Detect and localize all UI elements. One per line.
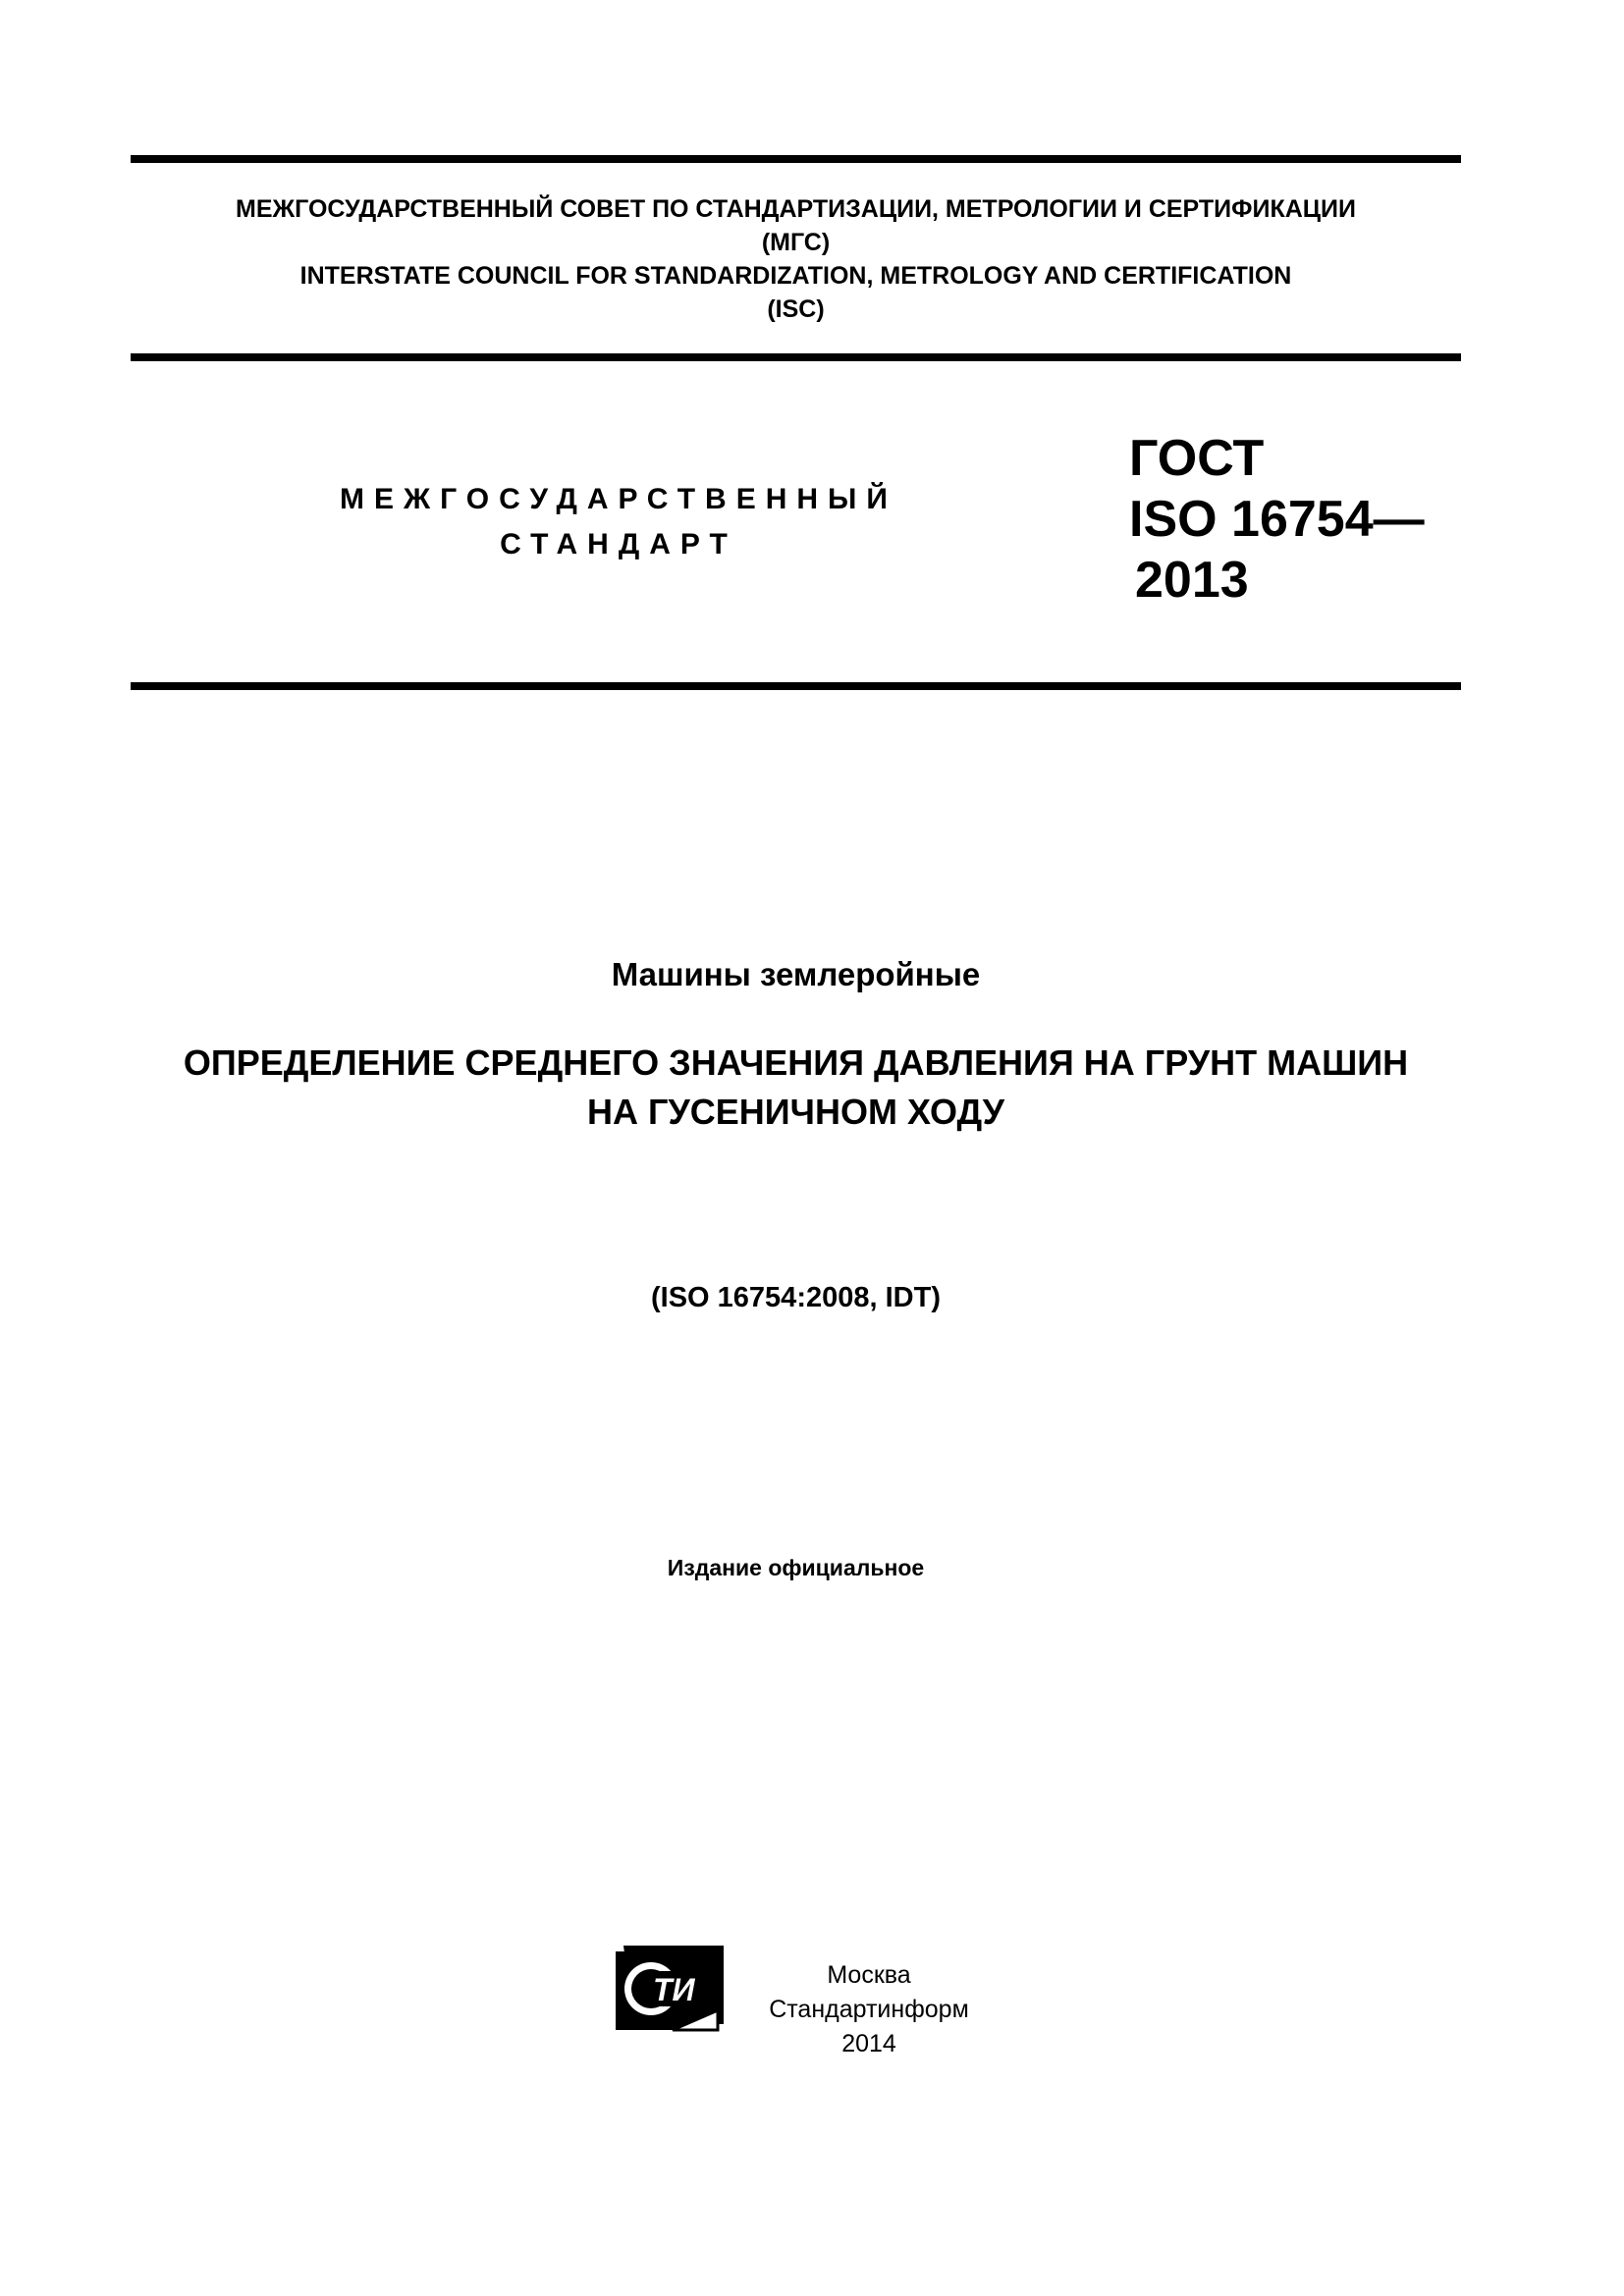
council-name-ru: МЕЖГОСУДАРСТВЕННЫЙ СОВЕТ ПО СТАНДАРТИЗАЦИИ, МЕТРОЛОГИИ И СЕРТИФИКАЦИИ: [236, 195, 1356, 223]
title-line1: ОПРЕДЕЛЕНИЕ СРЕДНЕГО ЗНАЧЕНИЯ ДАВЛЕНИЯ НА ГРУНТ МАШИН: [183, 1042, 1409, 1083]
publisher-year: 2014: [841, 2030, 896, 2057]
council-abbr-en: (ISC): [767, 295, 825, 323]
council-name-en: INTERSTATE COUNCIL FOR STANDARDIZATION, METROLOGY AND CERTIFICATION: [299, 262, 1292, 290]
publisher-name: Стандартинформ: [769, 1996, 969, 2023]
designation-year: 2013: [1135, 552, 1249, 609]
publisher-block: [746, 1958, 992, 2061]
standard-type-line1: МЕЖГОСУДАРСТВЕННЫЙ: [340, 483, 897, 515]
council-header: [131, 192, 1461, 326]
standard-type-line2: СТАНДАРТ: [500, 528, 737, 561]
standard-designation: [1129, 428, 1425, 611]
bottom-rule: [131, 682, 1461, 690]
designation-number: ISO 16754—: [1129, 491, 1425, 548]
title-line2: НА ГУСЕНИЧНОМ ХОДУ: [586, 1092, 1005, 1132]
edition-note: Издание официальное: [667, 1555, 925, 1580]
publisher-city: Москва: [827, 1961, 911, 1989]
council-abbr-ru: (МГС): [761, 229, 831, 256]
svg-text:ТИ: ТИ: [653, 1972, 695, 2007]
document-title: [118, 1039, 1474, 1137]
top-rule: [131, 155, 1461, 163]
middle-rule: [131, 353, 1461, 361]
iso-reference: (ISO 16754:2008, IDT): [651, 1282, 941, 1313]
document-subtitle: Машины землеройные: [611, 956, 981, 992]
standard-type: [295, 477, 943, 567]
designation-gost: ГОСТ: [1129, 430, 1265, 487]
standartinform-logo-icon: [614, 1942, 730, 2036]
